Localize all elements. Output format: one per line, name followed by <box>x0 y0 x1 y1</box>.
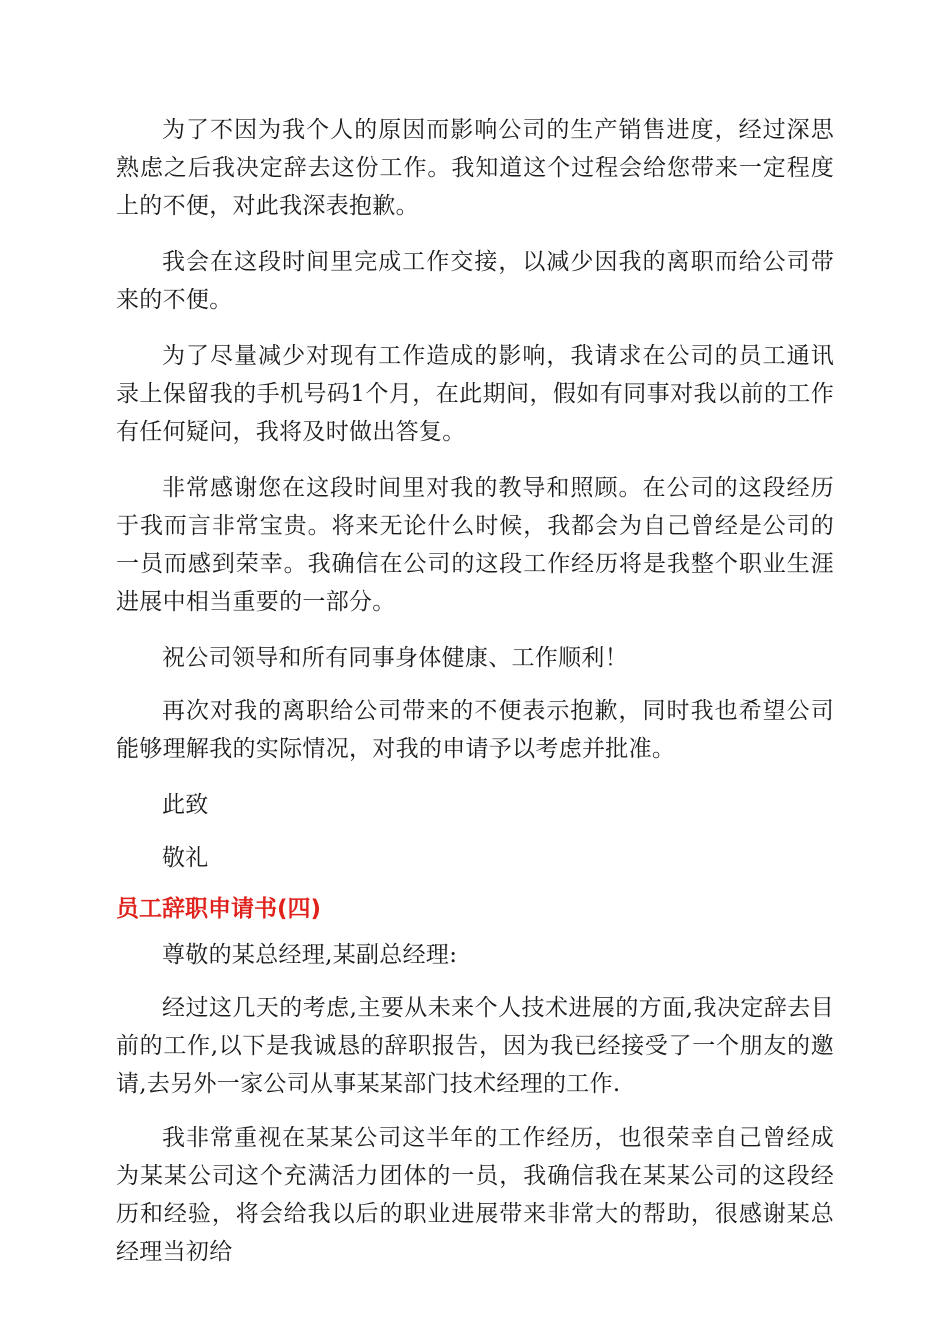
closing-line: 敬礼 <box>162 845 209 871</box>
salutation: 尊敬的某总经理,某副总经理: <box>162 942 458 968</box>
paragraph: 为了不因为我个人的原因而影响公司的生产销售进度，经过深思熟虑之后我决定辞去这份工作。我知道这个过程会给您带来一定程度上的不便，对此我深表抱歉。 <box>116 117 834 219</box>
document-body <box>116 111 834 1287</box>
paragraph: 再次对我的离职给公司带来的不便表示抱歉，同时我也希望公司能够理解我的实际情况，对我的申请予以考虑并批准。 <box>116 698 834 762</box>
paragraph: 祝公司领导和所有同事身体健康、工作顺利！ <box>162 645 628 671</box>
section-heading: 员工辞职申请书(四) <box>116 896 322 922</box>
paragraph: 经过这几天的考虑,主要从未来个人技术进展的方面,我决定辞去目前的工作,以下是我诚恳的辞职报告，因为我已经接受了一个朋友的邀请,去另外一家公司从事某某部门技术经理的工作. <box>116 995 834 1097</box>
paragraph: 我非常重视在某某公司这半年的工作经历，也很荣幸自己曾经成为某某公司这个充满活力团体的一员，我确信我在某某公司的这段经历和经验，将会给我以后的职业进展带来非常大的帮助，很感谢某总经理当初给 <box>116 1125 834 1265</box>
paragraph: 非常感谢您在这段时间里对我的教导和照顾。在公司的这段经历于我而言非常宝贵。将来无论什么时候，我都会为自己曾经是公司的一员而感到荣幸。我确信在公司的这段工作经历将是我整个职业生涯进展中相当重要的一部分。 <box>116 475 834 615</box>
closing-line: 此致 <box>162 792 209 818</box>
paragraph: 为了尽量减少对现有工作造成的影响，我请求在公司的员工通讯录上保留我的手机号码1个月，在此期间，假如有同事对我以前的工作有任何疑问，我将及时做出答复。 <box>116 343 834 445</box>
paragraph: 我会在这段时间里完成工作交接，以减少因我的离职而给公司带来的不便。 <box>116 249 834 313</box>
